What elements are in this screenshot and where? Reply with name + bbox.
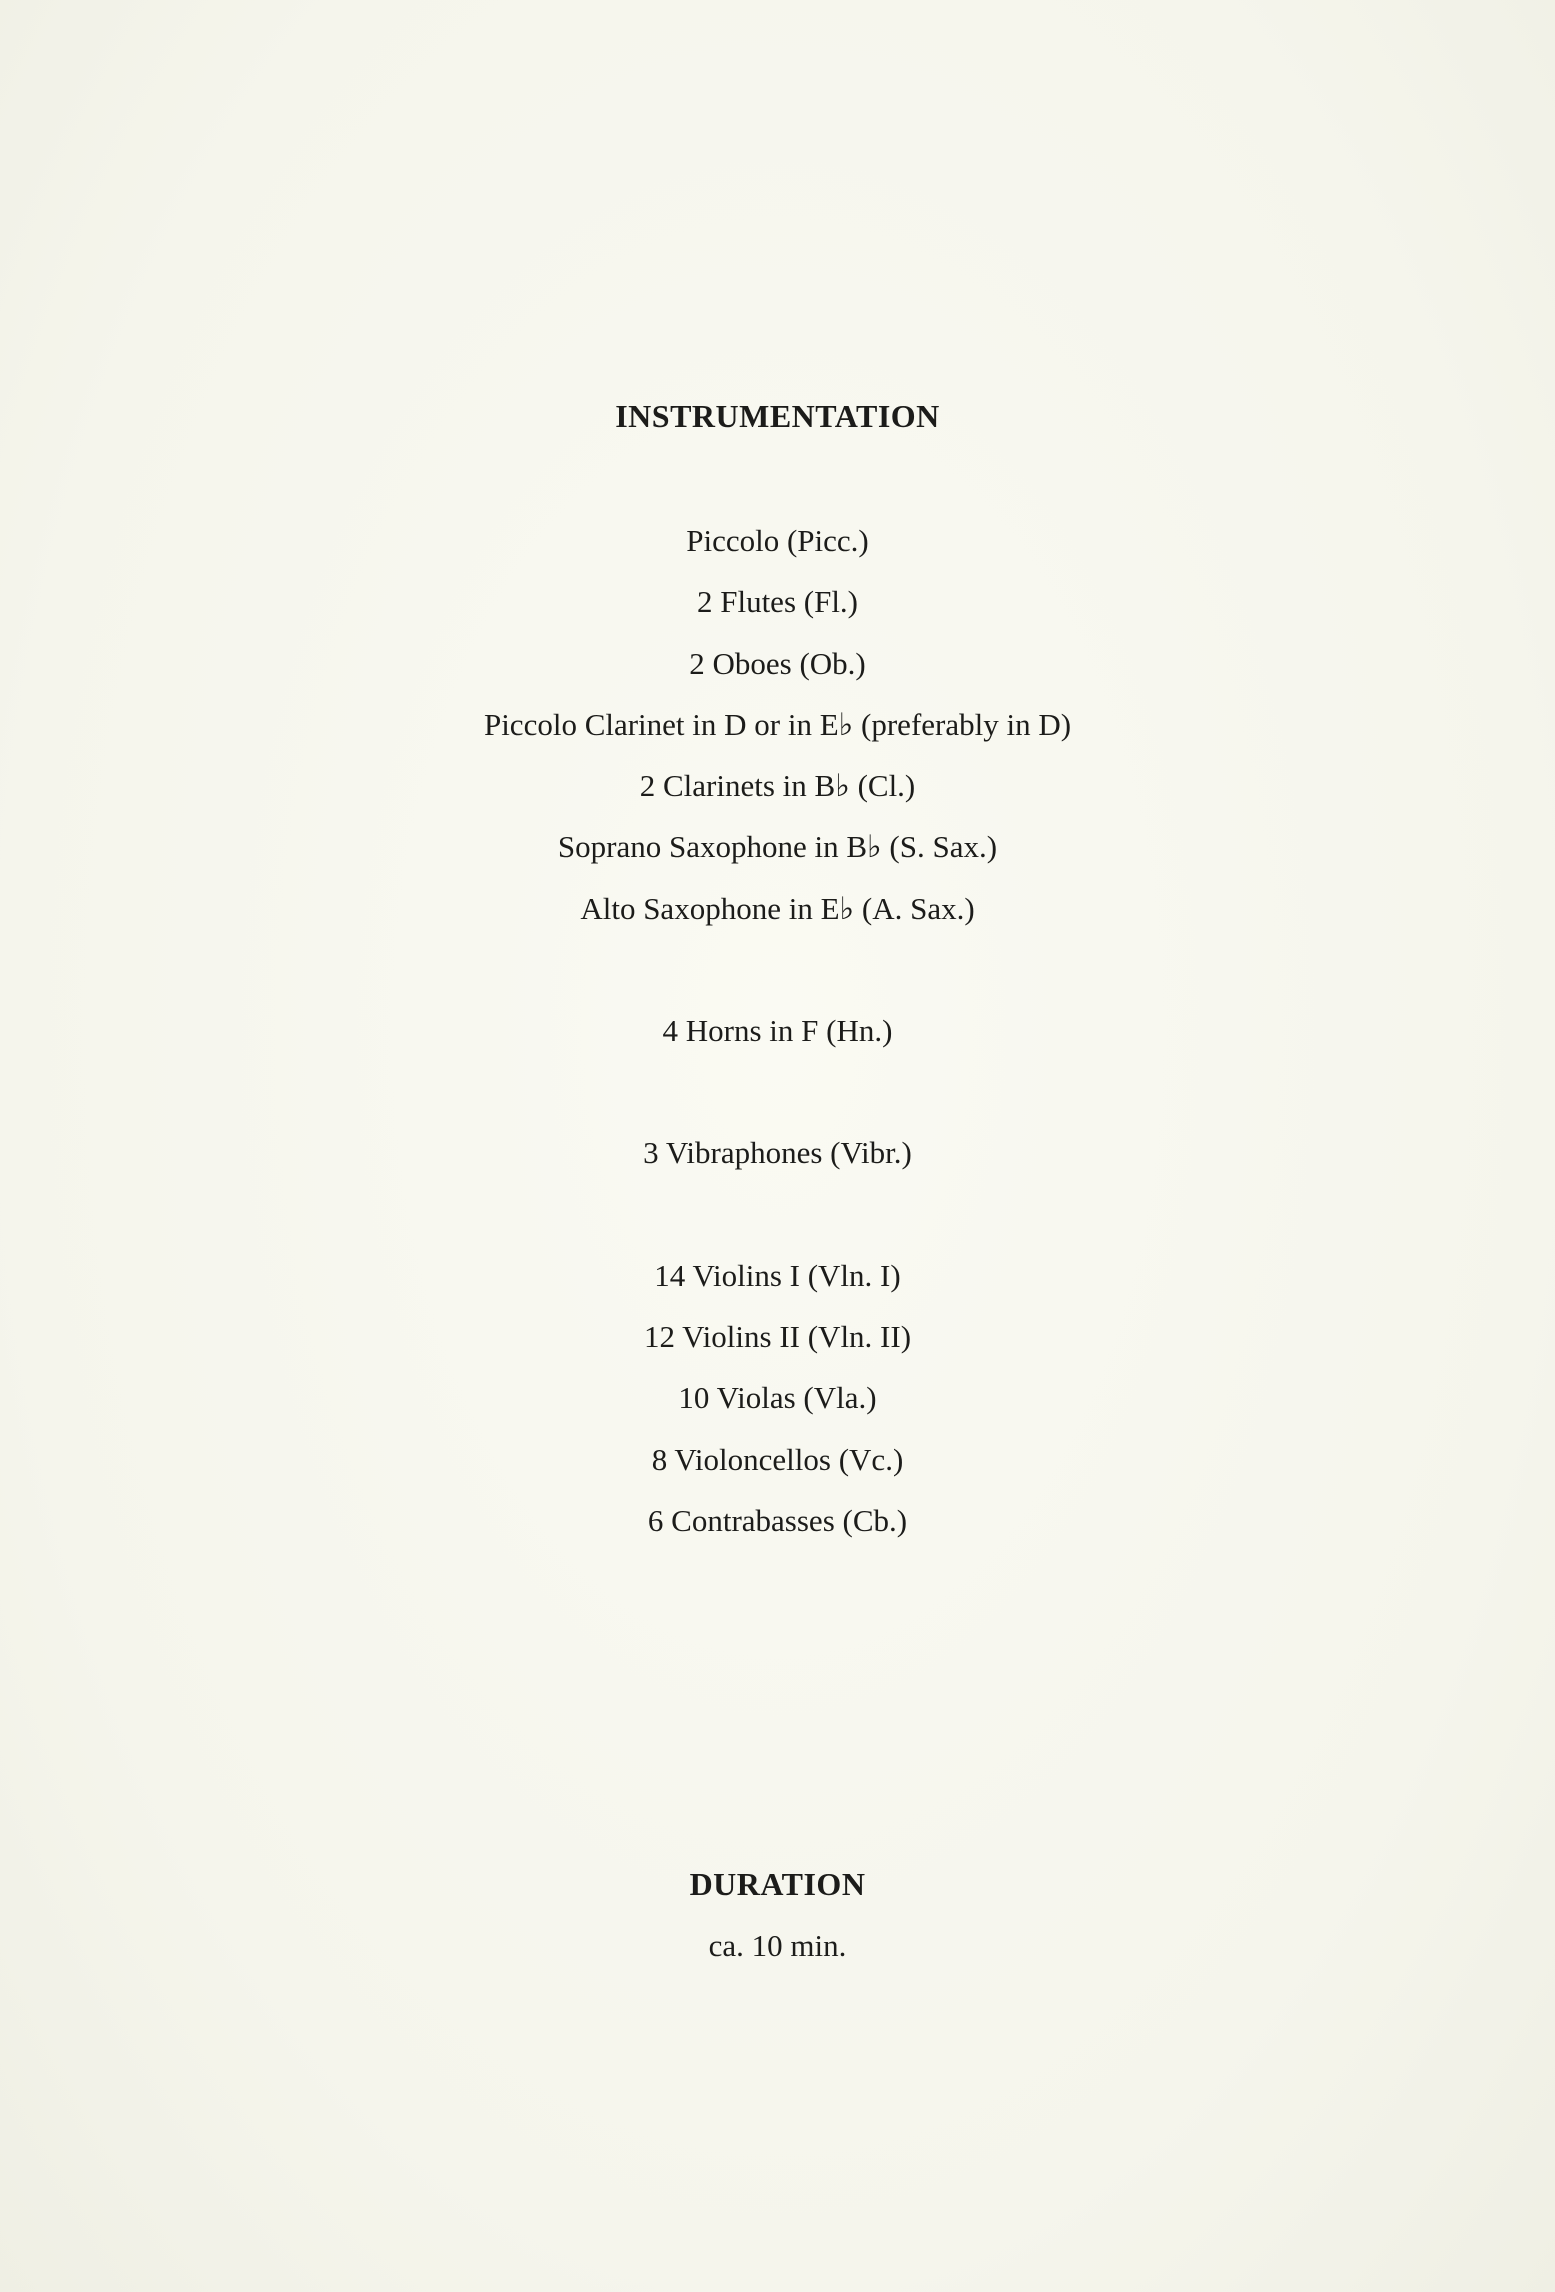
- brass-group: [0, 1010, 1555, 1071]
- strings-group: [0, 1255, 1555, 1561]
- instrument-piccolo-clarinet: Piccolo Clarinet in D or in E♭ (preferably in D): [483, 706, 1072, 742]
- instrument-flutes: 2 Flutes (Fl.): [696, 584, 859, 620]
- instrument-list: [0, 520, 1555, 1622]
- instrument-horns: 4 Horns in F (Hn.): [662, 1013, 893, 1049]
- instrumentation-heading: INSTRUMENTATION: [615, 398, 940, 434]
- instrument-piccolo: Piccolo (Picc.): [686, 523, 869, 558]
- instrument-violoncellos: 8 Violoncellos (Vc.): [651, 1441, 904, 1477]
- instrument-soprano-saxophone: Soprano Saxophone in B♭ (S. Sax.): [557, 829, 998, 865]
- woodwinds-group: [0, 520, 1555, 949]
- instrument-violins-1: 14 Violins I (Vln. I): [654, 1257, 901, 1293]
- percussion-group: [0, 1132, 1555, 1193]
- duration-heading: DURATION: [689, 1866, 866, 1902]
- instrument-oboes: 2 Oboes (Ob.): [689, 645, 866, 681]
- instrument-violas: 10 Violas (Vla.): [678, 1380, 877, 1416]
- instrument-violins-2: 12 Violins II (Vln. II): [643, 1318, 912, 1354]
- instrument-clarinets: 2 Clarinets in B♭ (Cl.): [639, 768, 916, 804]
- instrument-contrabasses: 6 Contrabasses (Cb.): [647, 1502, 908, 1538]
- instrument-alto-saxophone: Alto Saxophone in E♭ (A. Sax.): [580, 890, 975, 926]
- instrument-vibraphones: 3 Vibraphones (Vibr.): [643, 1135, 912, 1171]
- duration-value: ca. 10 min.: [708, 1928, 847, 1963]
